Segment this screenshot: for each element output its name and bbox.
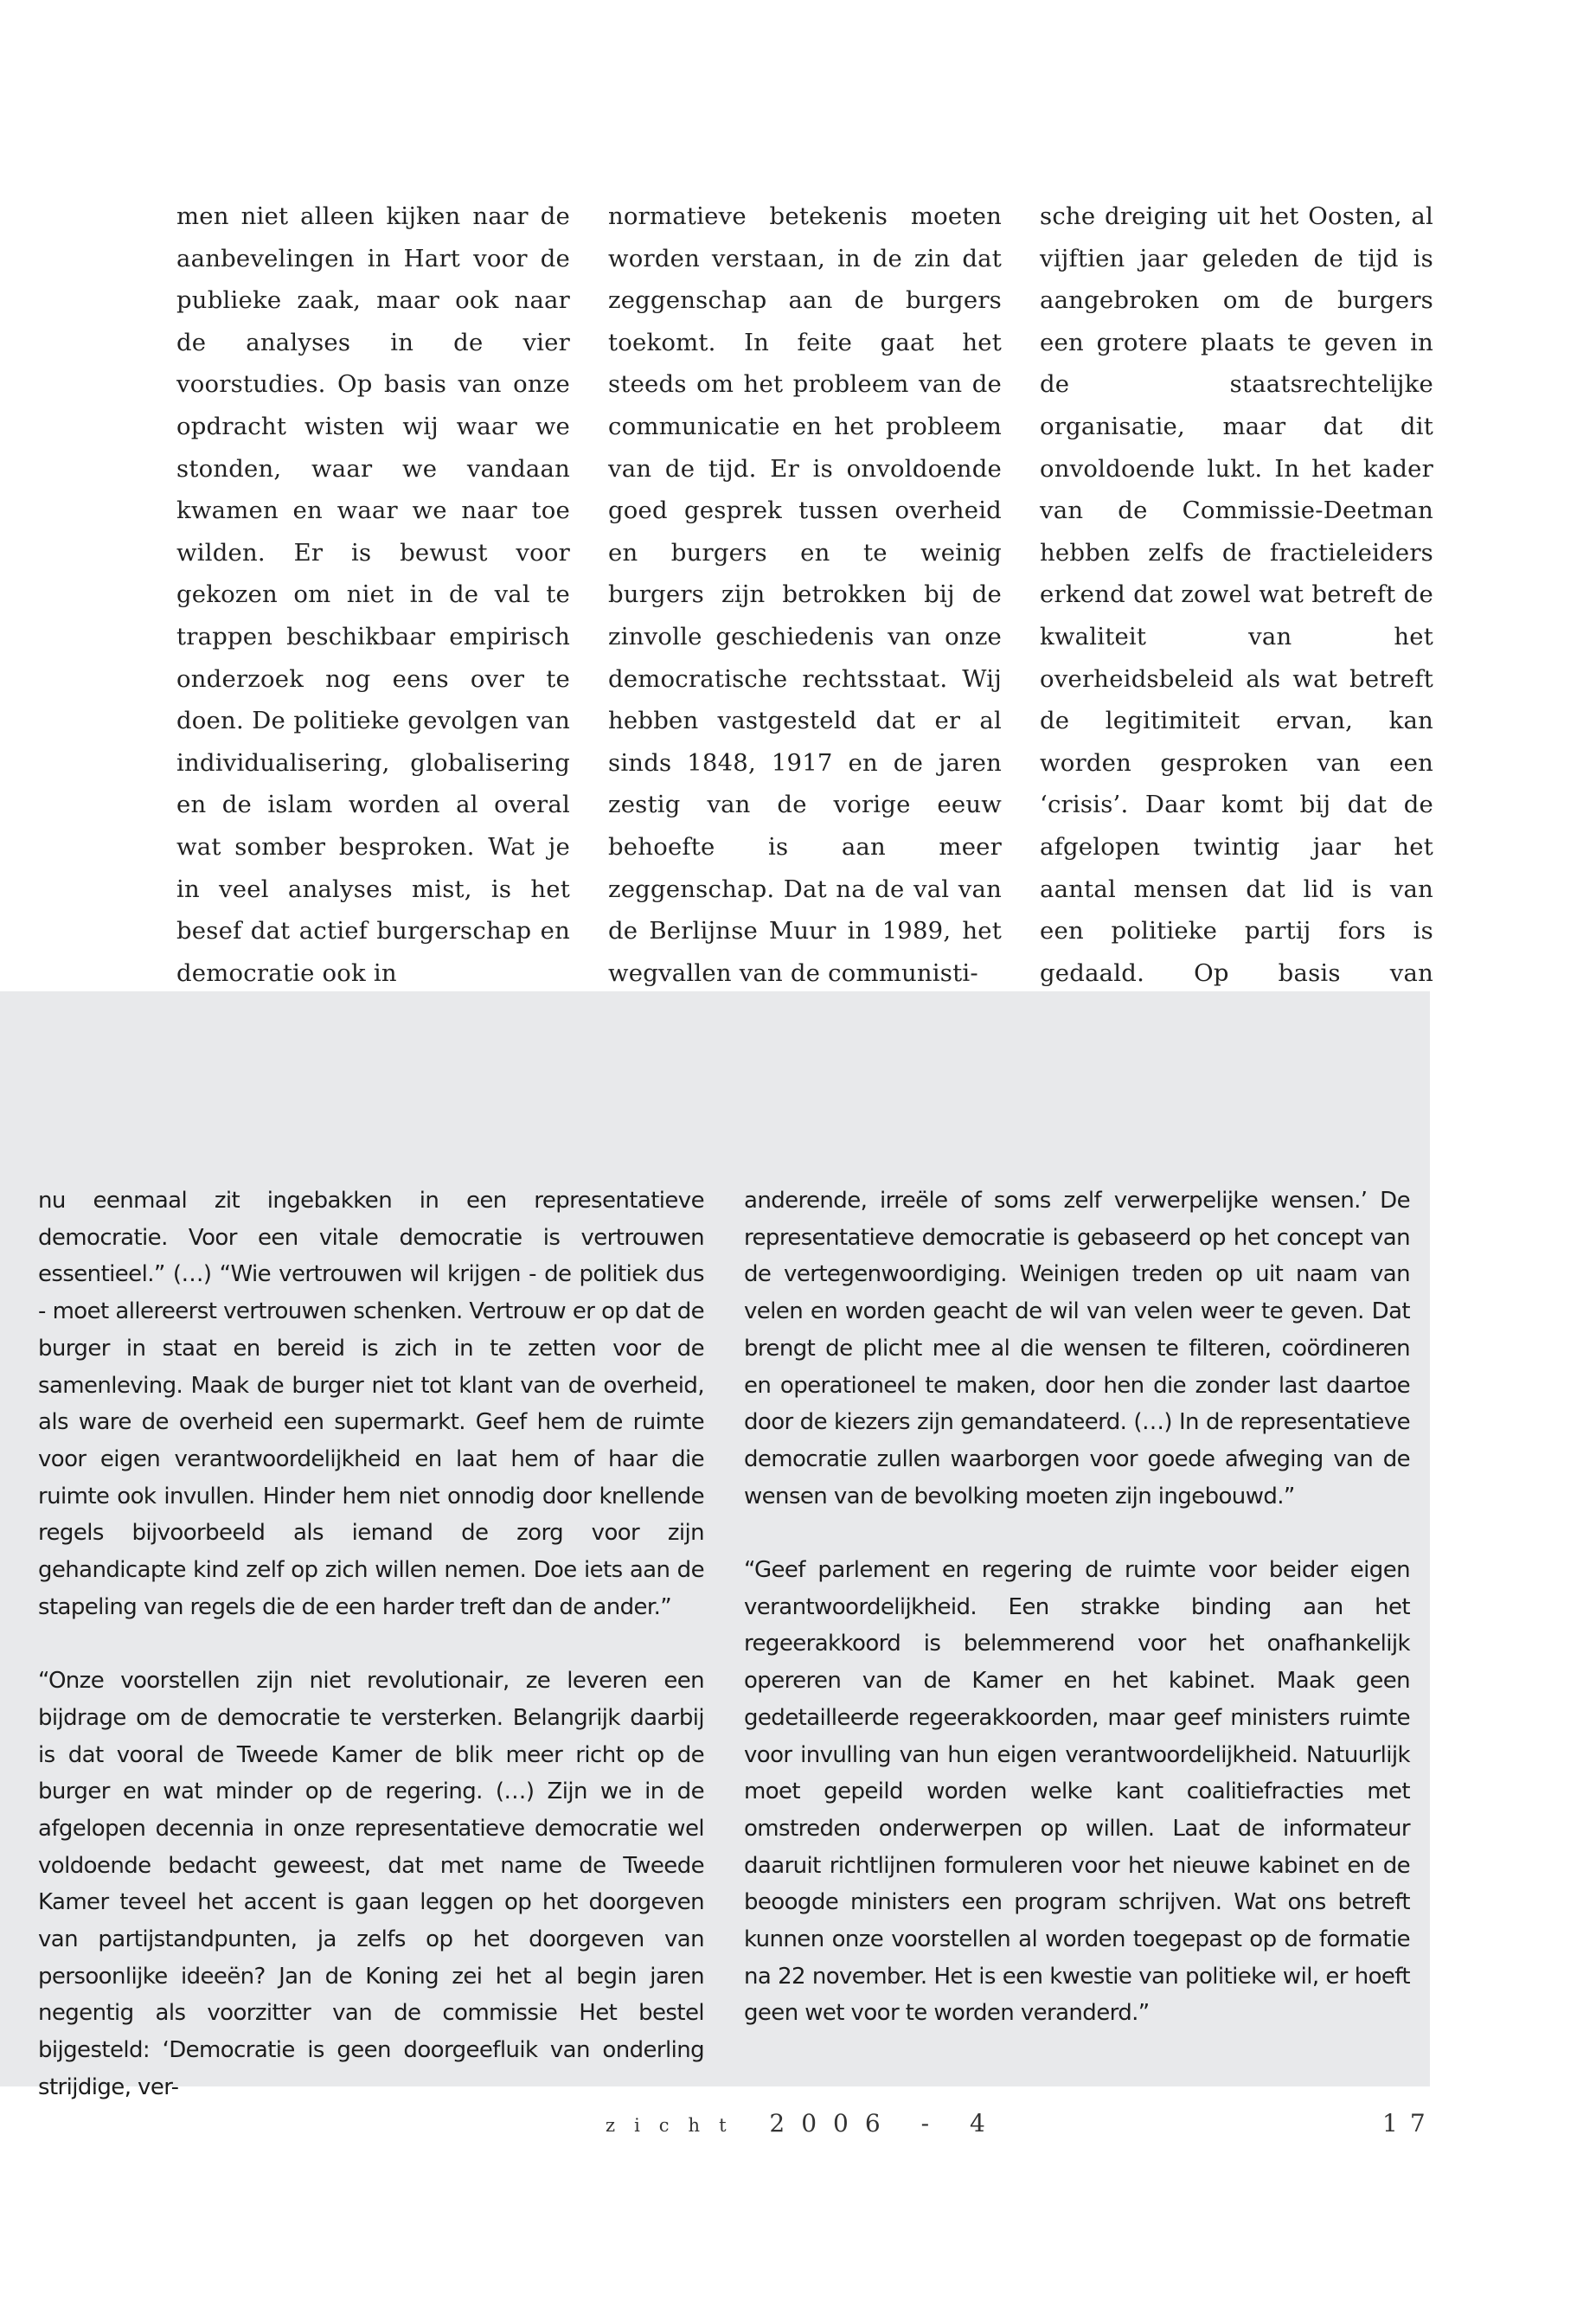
quote-column-left [38,1183,704,2106]
article-paragraph: sche dreiging uit het Oosten, al vijftien jaar geleden de tijd is aangebroken om de burgers een grotere plaats te geven in de staatsrechtelijke organisatie, maar dat dit onvoldoende lukt. In het kader van de Commissie-Deetman hebben zelfs de fractieleiders erkend dat zowel wat betreft de kwaliteit van het overheidsbeleid als wat betreft de legitimiteit ervan, kan worden gesproken van een ‘crisis’. Daar komt bij dat de afgelopen twintig jaar het aantal mensen dat lid is van een politieke partij fors is gedaald. Op basis van [1040,202,1433,987]
article-paragraph: men niet alleen kijken naar de aanbevelingen in Hart voor de publieke zaak, maar ook naar de analyses in de vier voorstudies. Op basis van onze opdracht wisten wij waar we stonden, waar we vandaan kwamen en waar we naar toe wilden. Er is bewust voor gekozen om niet in de val te trappen beschikbaar empirisch onderzoek nog eens over te doen. De politieke gevolgen van individualisering, globalisering en de islam worden al overal wat somber besproken. Wat je in veel analyses mist, is het besef dat actief burgerschap en democratie ook in [176,202,570,987]
quote-paragraph: nu eenmaal zit ingebakken in een representatieve democratie. Voor een vitale democratie is vertrouwen essentieel.” (…) “Wie vertrouwen wil krijgen - de politiek dus - moet allereerst vertrouwen schenken. Vertrouw er op dat de burger in staat en bereid is zich in te zetten voor de samenleving. Maak de burger niet tot klant van de overheid, als ware de overheid een supermarkt. Geef hem de ruimte voor eigen verantwoordelijkheid en laat hem of haar die ruimte ook invullen. Hinder hem niet onnodig door knellende regels bijvoorbeeld als iemand de zorg voor zijn gehandicapte kind zelf op zich willen nemen. Doe iets aan de stapeling van regels die de een harder treft dan de ander.” [38,1188,704,1620]
article-column-3 [1040,195,1433,1036]
article-paragraph: normatieve betekenis moeten worden verstaan, in de zin dat zeggenschap aan de burgers toekomt. In feite gaat het steeds om het probleem van de communicatie en het probleem van de tijd. Er is onvoldoende goed gesprek tussen overheid en burgers en te weinig burgers zijn betrokken bij de zinvolle geschiedenis van onze democratische rechtsstaat. Wij hebben vastgesteld dat er al sinds 1848, 1917 en de jaren zestig van de vorige eeuw behoefte is aan meer zeggenschap. Dat na de val van de Berlijnse Muur in 1989, het wegvallen van de communisti- [608,202,1002,987]
page-number: 17 [1382,2109,1438,2138]
article-column-2 [608,195,1002,994]
quote-paragraph: anderende, irreële of soms zelf verwerpelijke wensen.’ De representatieve democratie is gebaseerd op het concept van de vertegenwoordiging. Weinigen treden op uit naam van velen en worden geacht de wil van velen weer te geven. Dat brengt de plicht mee al die wensen te filteren, coördineren en operationeel te maken, door hen die zonder last daartoe door de kiezers zijn gemandateerd. (…) In de representatieve democratie zullen waarborgen voor goede afweging van de wensen van de bevolking moeten zijn ingebouwd.” [744,1188,1410,1509]
quote-paragraph: “Geef parlement en regering de ruimte voor beider eigen verantwoordelijkheid. Een strakke binding aan het regeerakkoord is belemmerend voor het onafhankelijk opereren van de Kamer en het kabinet. Maak geen gedetailleerde regeerakkoorden, maar geef ministers ruimte voor invulling van hun eigen verantwoordelijkheid. Natuurlijk moet gepeild worden welke kant coalitiefracties met omstreden onderwerpen op willen. Laat de informateur daaruit richtlijnen formuleren voor het nieuwe kabinet en de beoogde ministers een program schrijven. Wat ons betreft kunnen onze voorstellen al worden toegepast op de formatie na 22 november. Het is een kwestie van politieke wil, er hoeft geen wet voor te worden veranderd.” [744,1557,1410,2027]
footer-publication [606,2109,1012,2138]
article-column-1 [176,195,570,994]
issue-number: 2006 - 4 [769,2109,1002,2138]
quote-column-right [744,1183,1410,2032]
quote-paragraph: “Onze voorstellen zijn niet revolutionair, ze leveren een bijdrage om de democratie te versterken. Belangrijk daarbij is dat vooral de Tweede Kamer de blik meer richt op de burger en wat minder op de regering. (…) Zijn we in de afgelopen decennia in onze representatieve democratie wel voldoende bedacht geweest, dat met name de Tweede Kamer teveel het accent is gaan leggen op het doorgeven van partijstandpunten, ja zelfs op het doorgeven van persoonlijke ideeën? Jan de Koning zei het al begin jaren negentig als voorzitter van de commissie Het bestel bijgesteld: ‘Democratie is geen doorgeefluik van onderling strijdige, ver- [38,1668,704,2100]
magazine-name: zicht [606,2115,746,2136]
